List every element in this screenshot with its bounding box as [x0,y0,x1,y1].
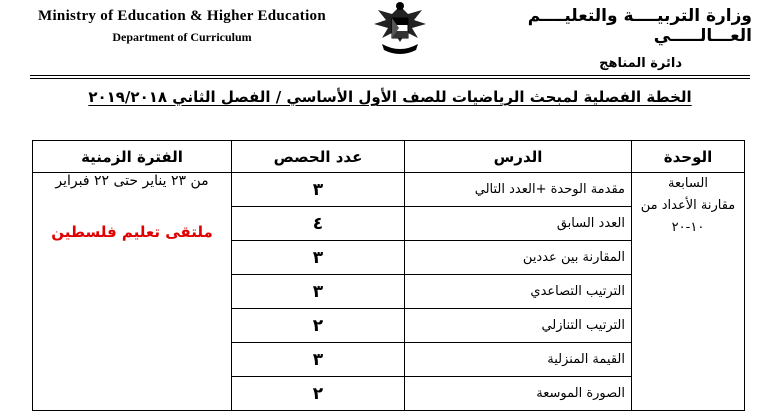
lesson-cell: الصورة الموسعة [405,377,632,411]
unit-range: ١٠-٢٠ [671,220,705,235]
lesson-cell: الترتيب التصاعدي [405,275,632,309]
header-rule-bottom [30,78,750,79]
ministry-name-ar: وزارة التربيــــة والتعليــــم العـــالـــــي [527,6,752,46]
header-arabic [462,6,752,71]
unit-number: السابعة [668,176,708,191]
header-lesson: الدرس [405,141,632,173]
watermark-text: ملتقى تعليم فلسطين [51,223,213,241]
unit-cell [632,173,745,411]
lesson-cell: المقارنة بين عددين [405,241,632,275]
header-rule-top [30,75,750,76]
ministry-name-en: Ministry of Education & Higher Education [38,8,326,24]
table-header-row [33,141,745,173]
palestine-emblem-icon [368,0,432,60]
count-cell: ٤ [232,207,405,241]
table-row [33,173,745,207]
header-period: الفترة الزمنية [33,141,232,173]
department-name-ar: دائرة المناهج [599,56,682,71]
header-count: عدد الحصص [232,141,405,173]
lesson-cell: الترتيب التنازلي [405,309,632,343]
document-title-text: الخطة الفصلية لمبحث الرياضيات للصف الأول الأساسي / الفصل الثاني ٢٠١٩/٢٠١٨ [88,88,692,106]
count-cell: ٣ [232,275,405,309]
count-cell: ٣ [232,343,405,377]
lesson-cell: القيمة المنزلية [405,343,632,377]
document-title [30,88,750,106]
header-unit: الوحدة [632,141,745,173]
lesson-cell: مقدمة الوحدة +العدد التالي [405,173,632,207]
unit-title: مقارنة الأعداد من [640,198,736,213]
count-cell: ٣ [232,173,405,207]
header-english [32,8,332,45]
period-text: من ٢٣ يناير حتى ٢٢ فبراير [55,173,209,189]
lesson-cell: العدد السابق [405,207,632,241]
count-cell: ٢ [232,309,405,343]
count-cell: ٢ [232,377,405,411]
plan-table [32,140,745,411]
count-cell: ٣ [232,241,405,275]
period-cell [33,173,232,411]
department-name-en: Department of Curriculum [112,30,252,44]
